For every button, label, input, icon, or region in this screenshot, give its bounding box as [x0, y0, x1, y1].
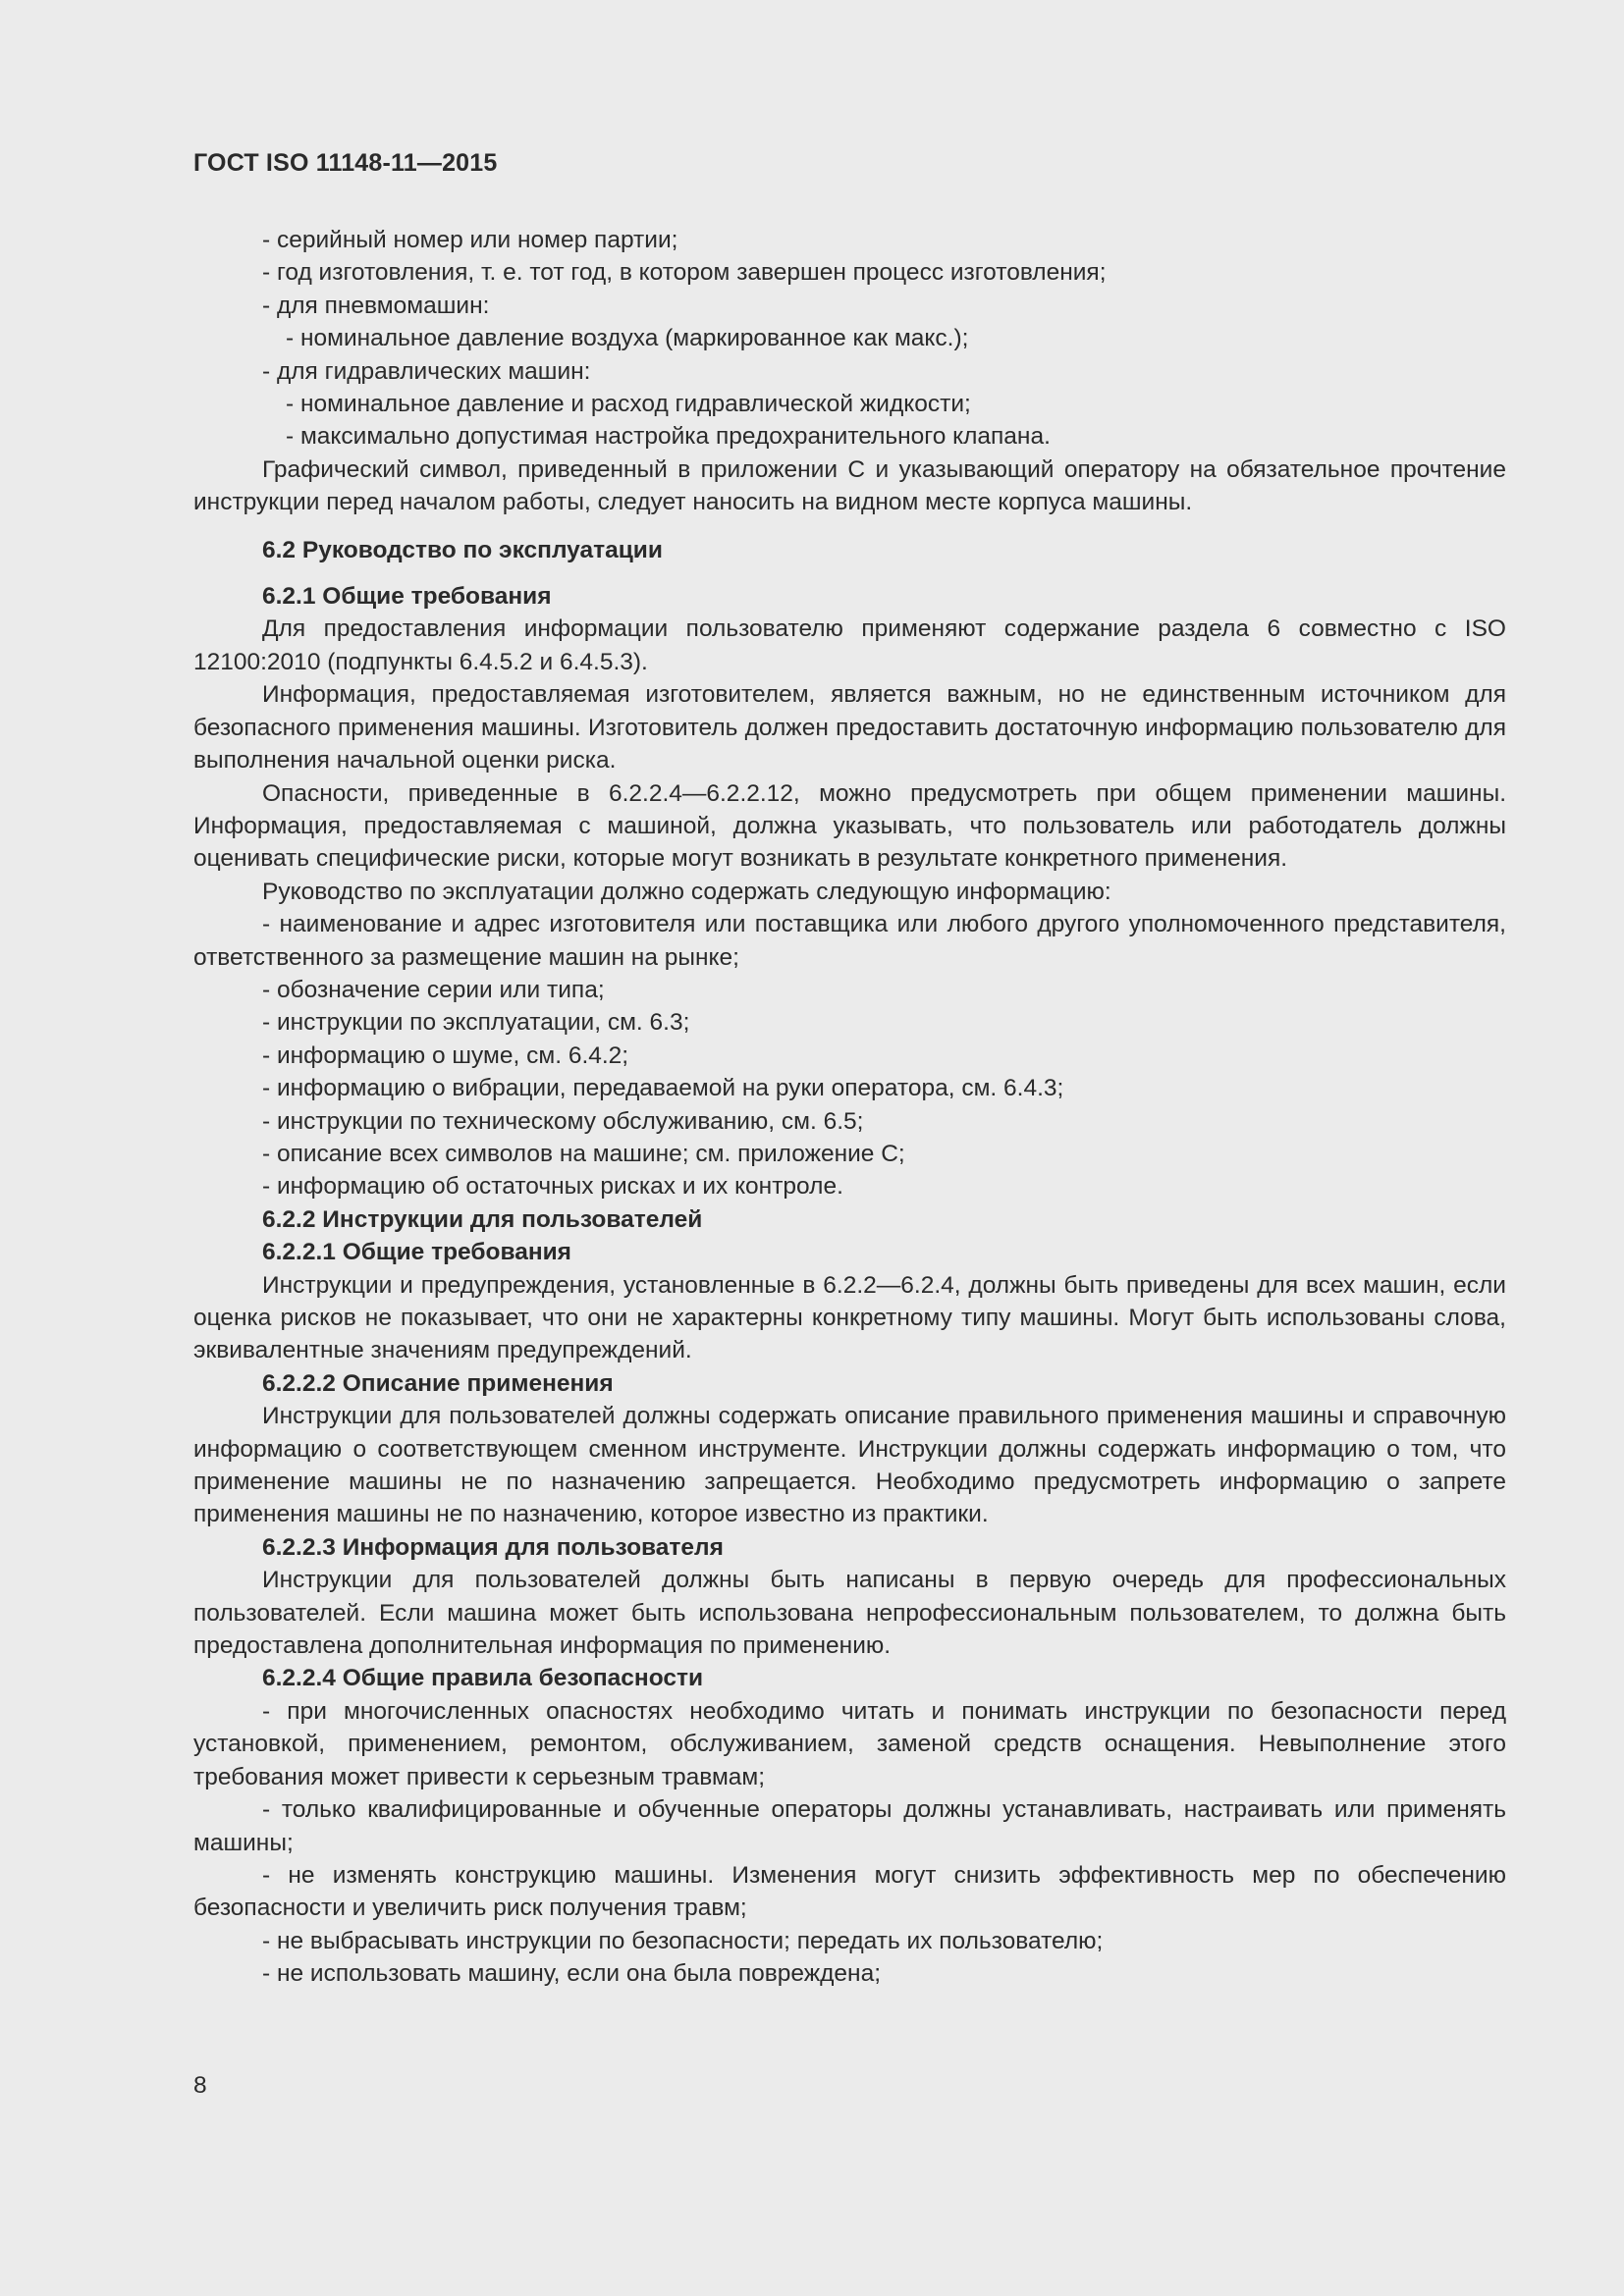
list-item: - обозначение серии или типа;	[262, 976, 605, 1003]
subsection-heading: 6.2.1 Общие требования	[262, 583, 552, 611]
list-item: - не изменять конструкцию машины. Изменения могут снизить эффективность мер по обеспечению безопасности и увеличить риск получения травм;	[193, 1861, 1506, 1922]
list-item: - инструкции по техническому обслуживанию, см. 6.5;	[262, 1107, 864, 1135]
paragraph: Информация, предоставляемая изготовителем, является важным, но не единственным источником для безопасного применения машины. Изготовитель должен предоставить достаточную информацию пользователю для выполнения начальной оценки риска.	[193, 681, 1506, 774]
paragraph: Инструкции и предупреждения, установленные в 6.2.2—6.2.4, должны быть приведены для всех машин, если оценка рисков не показывает, что они не характерны конкретному типу машины. Могут быть использованы слова, эквивалентные значениям предупреждений.	[193, 1271, 1506, 1364]
sub-list-item: - номинальное давление и расход гидравлической жидкости;	[286, 391, 971, 418]
list-item: - инструкции по эксплуатации, см. 6.3;	[262, 1009, 690, 1037]
subsection-heading: 6.2.2.2 Описание применения	[262, 1369, 614, 1397]
list-item: - только квалифицированные и обученные операторы должны устанавливать, настраивать или применять машины;	[193, 1796, 1506, 1856]
subsection-heading: 6.2.2.1 Общие требования	[262, 1239, 571, 1266]
list-item: - информацию о вибрации, передаваемой на руки оператора, см. 6.4.3;	[262, 1075, 1064, 1102]
list-item: - год изготовления, т. е. тот год, в котором завершен процесс изготовления;	[262, 259, 1107, 287]
list-item: - описание всех символов на машине; см. приложение С;	[262, 1140, 905, 1167]
paragraph: Опасности, приведенные в 6.2.2.4—6.2.2.12, можно предусмотреть при общем применении машины. Информация, предоставляемая с машиной, должна указывать, что пользователь или работодатель должны оценивать специфические риски, которые могут возникать в результате конкретного применения.	[193, 779, 1506, 873]
document-body	[193, 224, 1506, 1991]
list-item: - для гидравлических машин:	[262, 357, 591, 385]
paragraph: Инструкции для пользователей должны быть написаны в первую очередь для профессиональных пользователей. Если машина может быть использована непрофессиональным пользователем, то должна быть предоставлена дополнительная информация по применению.	[193, 1567, 1506, 1660]
list-item: - не использовать машину, если она была повреждена;	[262, 1960, 882, 1988]
subsection-heading: 6.2.2 Инструкции для пользователей	[262, 1205, 703, 1233]
paragraph: Инструкции для пользователей должны содержать описание правильного применения машины и справочную информацию о соответствующем сменном инструменте. Инструкции должны содержать информацию о том, что применение машины не по назначению запрещается. Необходимо предусмотреть информацию о запрете применения машины не по назначению, которое известно из практики.	[193, 1403, 1506, 1528]
subsection-heading: 6.2.2.4 Общие правила безопасности	[262, 1665, 704, 1692]
paragraph: Графический символ, приведенный в приложении С и указывающий оператору на обязательное прочтение инструкции перед началом работы, следует наносить на видном месте корпуса машины.	[193, 455, 1506, 516]
document-header: ГОСТ ISO 11148-11—2015	[193, 149, 498, 177]
list-item: - не выбрасывать инструкции по безопасности; передать их пользователю;	[262, 1927, 1104, 1954]
list-item: - информацию о шуме, см. 6.4.2;	[262, 1041, 629, 1069]
paragraph: Для предоставления информации пользователю применяют содержание раздела 6 совместно с ISO 12100:2010 (подпункты 6.4.5.2 и 6.4.5.3).	[193, 615, 1506, 675]
page-number: 8	[193, 2072, 207, 2099]
section-heading: 6.2 Руководство по эксплуатации	[262, 536, 663, 563]
list-item: - информацию об остаточных рисках и их контроле.	[262, 1173, 843, 1201]
sub-list-item: - максимально допустимая настройка предохранительного клапана.	[286, 423, 1051, 451]
list-item: - наименование и адрес изготовителя или поставщика или любого другого уполномоченного представителя, ответственного за размещение машин на рынке;	[193, 911, 1506, 971]
sub-list-item: - номинальное давление воздуха (маркированное как макс.);	[286, 325, 969, 352]
subsection-heading: 6.2.2.3 Информация для пользователя	[262, 1533, 724, 1561]
list-item: - серийный номер или номер партии;	[262, 227, 678, 253]
paragraph: Руководство по эксплуатации должно содержать следующую информацию:	[262, 878, 1111, 905]
list-item: - для пневмомашин:	[262, 292, 490, 319]
list-item: - при многочисленных опасностях необходимо читать и понимать инструкции по безопасности перед установкой, применением, ремонтом, обслуживанием, заменой средств оснащения. Невыполнение этого требования может привести к серьезным травмам;	[193, 1697, 1506, 1790]
